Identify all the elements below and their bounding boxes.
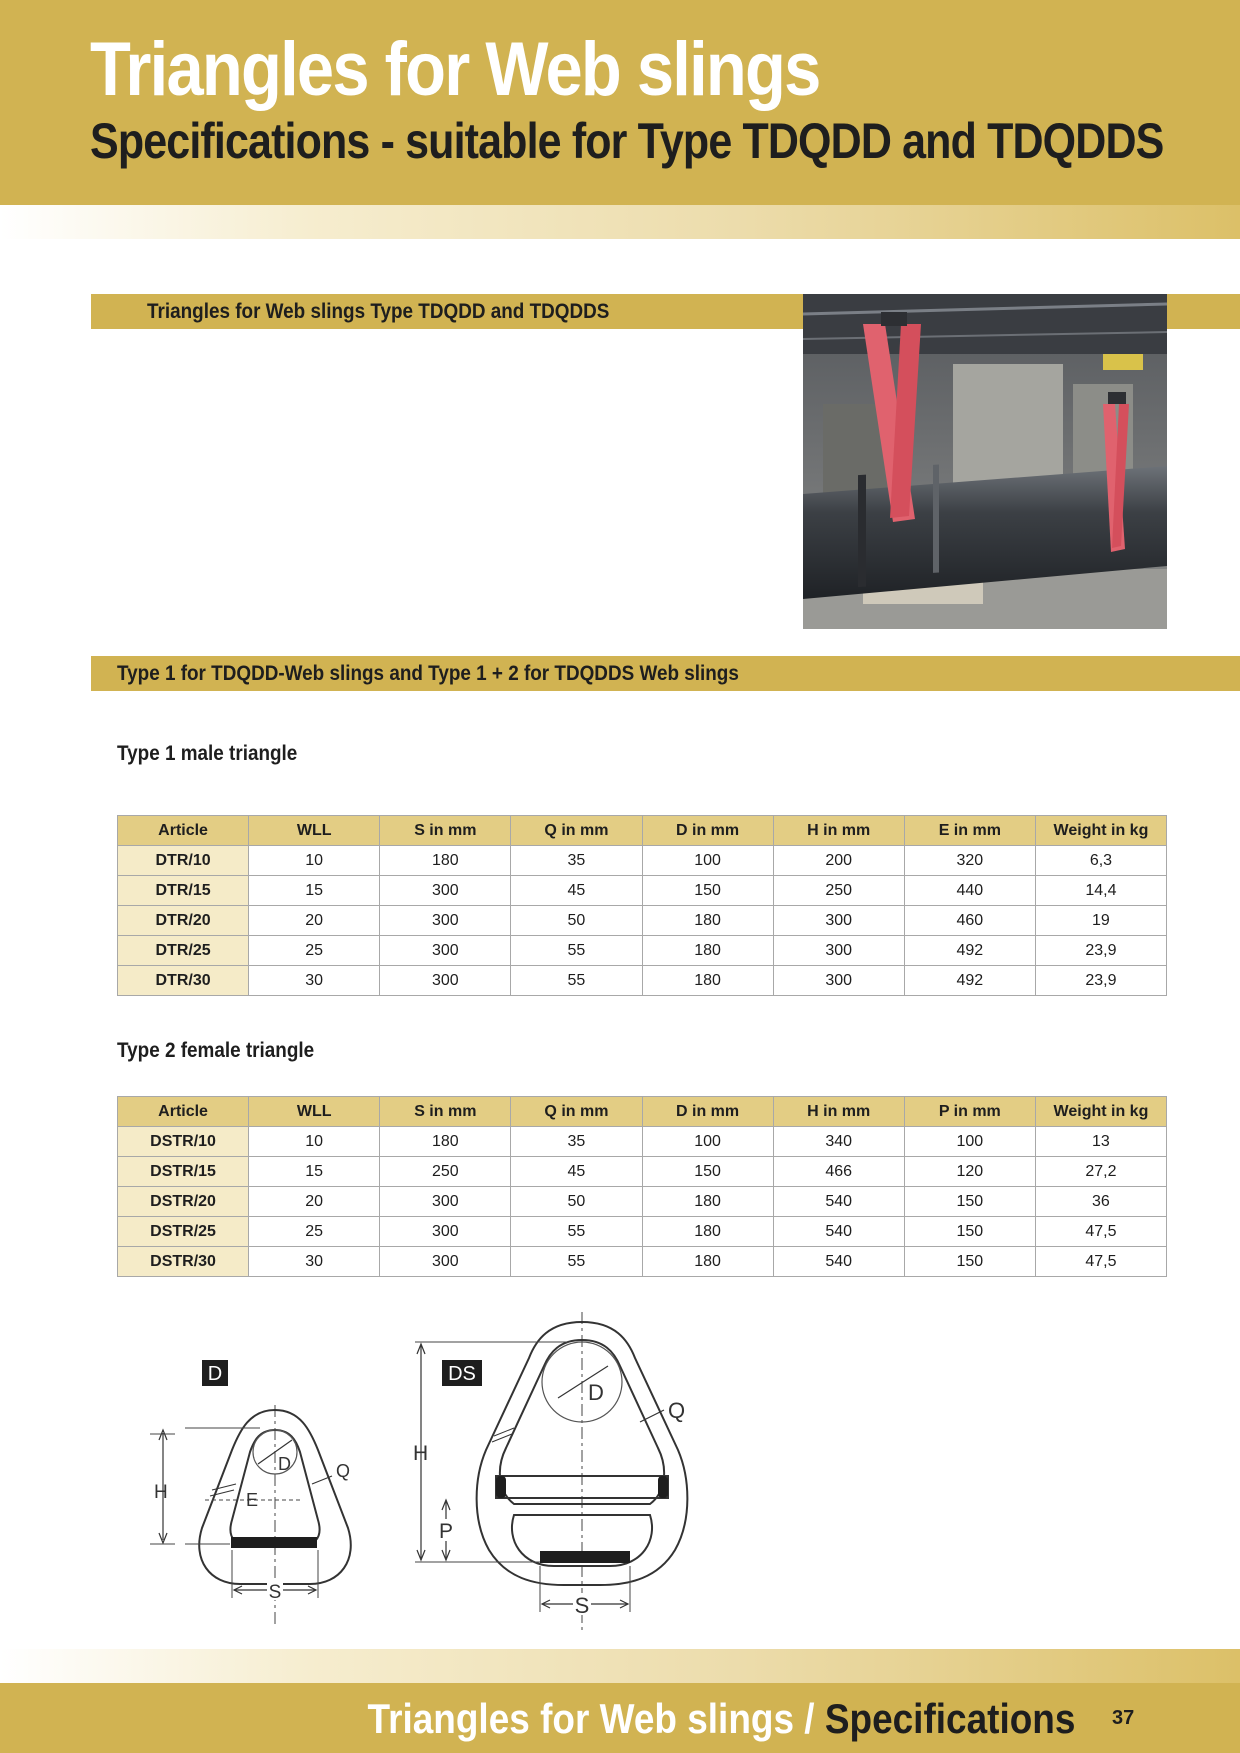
- triangle-diagram: [130, 1300, 730, 1630]
- article-cell: DTR/15: [118, 876, 249, 906]
- table-cell: 13: [1035, 1127, 1166, 1157]
- ds-tag: DS: [448, 1363, 476, 1385]
- table-cell: 15: [249, 1157, 380, 1187]
- table-row: [118, 1217, 1167, 1247]
- type2-heading: Type 2 female triangle: [117, 1039, 315, 1062]
- table-cell: 35: [511, 1127, 642, 1157]
- column-header: Article: [118, 1097, 249, 1127]
- table-cell: 14,4: [1035, 876, 1166, 906]
- table-header-row: [118, 816, 1167, 846]
- table-cell: 466: [773, 1157, 904, 1187]
- table-cell: 27,2: [1035, 1157, 1166, 1187]
- table-cell: 540: [773, 1217, 904, 1247]
- table-cell: 47,5: [1035, 1247, 1166, 1277]
- section-bar-types-label: Type 1 for TDQDD-Web slings and Type 1 + 2 for TDQDDS Web slings: [117, 662, 739, 685]
- table-cell: 35: [511, 846, 642, 876]
- table-cell: 10: [249, 1127, 380, 1157]
- table-cell: 10: [249, 846, 380, 876]
- table-row: [118, 906, 1167, 936]
- table-row: [118, 1127, 1167, 1157]
- table-cell: 55: [511, 966, 642, 996]
- table-cell: 340: [773, 1127, 904, 1157]
- table-cell: 45: [511, 1157, 642, 1187]
- photo-illustration: [803, 294, 1167, 629]
- footer-title-dark: Specifications: [824, 1695, 1075, 1742]
- d-label-q: Q: [336, 1461, 351, 1481]
- table-cell: 25: [249, 1217, 380, 1247]
- table-body: [118, 846, 1167, 996]
- table-cell: 180: [642, 1187, 773, 1217]
- table-cell: 20: [249, 1187, 380, 1217]
- table-cell: 50: [511, 906, 642, 936]
- section-bar-intro-label: Triangles for Web slings Type TDQDD and TDQDDS: [147, 300, 610, 323]
- page-number: 37: [1112, 1707, 1135, 1729]
- footer-title-white: Triangles for Web slings /: [367, 1695, 815, 1742]
- table-cell: 30: [249, 1247, 380, 1277]
- table-row: [118, 1247, 1167, 1277]
- table-row: [118, 936, 1167, 966]
- page-subtitle: Specifications - suitable for Type TDQDD and TDQDDS: [90, 113, 1164, 169]
- column-header: P in mm: [904, 1097, 1035, 1127]
- ds-label-s: S: [574, 1593, 590, 1618]
- table-cell: 55: [511, 936, 642, 966]
- table-cell: 300: [773, 906, 904, 936]
- d-label-s: S: [268, 1582, 282, 1603]
- table-cell: 492: [904, 936, 1035, 966]
- ds-label-q: Q: [668, 1398, 686, 1423]
- table-cell: 180: [642, 906, 773, 936]
- table-cell: 300: [380, 936, 511, 966]
- d-label-h: H: [154, 1482, 168, 1503]
- column-header: S in mm: [380, 816, 511, 846]
- table-cell: 300: [773, 966, 904, 996]
- footer-title: [367, 1695, 1075, 1743]
- article-cell: DSTR/15: [118, 1157, 249, 1187]
- column-header: D in mm: [642, 1097, 773, 1127]
- table-cell: 150: [904, 1247, 1035, 1277]
- table-cell: 150: [642, 1157, 773, 1187]
- table-cell: 250: [380, 1157, 511, 1187]
- table-row: [118, 846, 1167, 876]
- table-header-row: [118, 1097, 1167, 1127]
- triangle-drawing: [130, 1300, 730, 1630]
- table-cell: 30: [249, 966, 380, 996]
- article-cell: DSTR/10: [118, 1127, 249, 1157]
- table-cell: 180: [642, 1217, 773, 1247]
- table-cell: 15: [249, 876, 380, 906]
- table-cell: 150: [904, 1217, 1035, 1247]
- table-row: [118, 1187, 1167, 1217]
- type1-table: [117, 815, 1167, 996]
- table-cell: 300: [380, 1187, 511, 1217]
- table-cell: 180: [380, 1127, 511, 1157]
- column-header: S in mm: [380, 1097, 511, 1127]
- page-title: Triangles for Web slings: [90, 27, 820, 112]
- table-cell: 6,3: [1035, 846, 1166, 876]
- article-cell: DSTR/20: [118, 1187, 249, 1217]
- d-base-bar: [231, 1537, 317, 1548]
- article-cell: DTR/30: [118, 966, 249, 996]
- page-footer: [0, 1683, 1240, 1753]
- table-cell: 180: [380, 846, 511, 876]
- column-header: WLL: [249, 816, 380, 846]
- table-cell: 440: [904, 876, 1035, 906]
- table-cell: 180: [642, 966, 773, 996]
- table-cell: 150: [642, 876, 773, 906]
- article-cell: DTR/10: [118, 846, 249, 876]
- table-cell: 300: [380, 906, 511, 936]
- table-cell: 300: [773, 936, 904, 966]
- table-cell: 200: [773, 846, 904, 876]
- table-row: [118, 1157, 1167, 1187]
- table-cell: 36: [1035, 1187, 1166, 1217]
- table-cell: 19: [1035, 906, 1166, 936]
- table-cell: 25: [249, 936, 380, 966]
- article-cell: DSTR/25: [118, 1217, 249, 1247]
- column-header: Article: [118, 816, 249, 846]
- table-cell: 540: [773, 1247, 904, 1277]
- table-cell: 460: [904, 906, 1035, 936]
- table-cell: 540: [773, 1187, 904, 1217]
- column-header: Q in mm: [511, 1097, 642, 1127]
- ds-label-d: D: [588, 1380, 604, 1405]
- column-header: Weight in kg: [1035, 816, 1166, 846]
- table-cell: 180: [642, 936, 773, 966]
- ds-label-p: P: [438, 1520, 454, 1543]
- column-header: D in mm: [642, 816, 773, 846]
- d-tag: D: [207, 1363, 223, 1385]
- table-row: [118, 876, 1167, 906]
- table-cell: 300: [380, 1217, 511, 1247]
- table-cell: 100: [904, 1127, 1035, 1157]
- table-cell: 300: [380, 1247, 511, 1277]
- table-cell: 492: [904, 966, 1035, 996]
- table-cell: 55: [511, 1247, 642, 1277]
- table-cell: 120: [904, 1157, 1035, 1187]
- ds-label-h: H: [413, 1442, 429, 1465]
- header-gradient-band: [0, 205, 1240, 239]
- column-header: Weight in kg: [1035, 1097, 1166, 1127]
- table-cell: 23,9: [1035, 966, 1166, 996]
- d-label-e: E: [246, 1490, 259, 1510]
- table-cell: 100: [642, 1127, 773, 1157]
- article-cell: DTR/25: [118, 936, 249, 966]
- table-cell: 45: [511, 876, 642, 906]
- table-cell: 180: [642, 1247, 773, 1277]
- column-header: H in mm: [773, 816, 904, 846]
- column-header: Q in mm: [511, 816, 642, 846]
- type2-table: [117, 1096, 1167, 1277]
- table-cell: 20: [249, 906, 380, 936]
- table-cell: 150: [904, 1187, 1035, 1217]
- table-cell: 50: [511, 1187, 642, 1217]
- ds-base-bar: [540, 1551, 630, 1563]
- column-header: H in mm: [773, 1097, 904, 1127]
- table-cell: 23,9: [1035, 936, 1166, 966]
- table-cell: 47,5: [1035, 1217, 1166, 1247]
- table-cell: 250: [773, 876, 904, 906]
- table-cell: 300: [380, 876, 511, 906]
- column-header: E in mm: [904, 816, 1035, 846]
- type1-heading: Type 1 male triangle: [117, 742, 298, 765]
- table-cell: 100: [642, 846, 773, 876]
- column-header: WLL: [249, 1097, 380, 1127]
- table-cell: 320: [904, 846, 1035, 876]
- page-header: [0, 0, 1240, 205]
- footer-gradient-band: [0, 1649, 1240, 1683]
- table-body: [118, 1127, 1167, 1277]
- table-cell: 55: [511, 1217, 642, 1247]
- product-photo: [803, 294, 1167, 629]
- d-label-d: D: [278, 1454, 291, 1474]
- table-cell: 300: [380, 966, 511, 996]
- article-cell: DTR/20: [118, 906, 249, 936]
- article-cell: DSTR/30: [118, 1247, 249, 1277]
- table-row: [118, 966, 1167, 996]
- section-bar-types: [91, 656, 1240, 691]
